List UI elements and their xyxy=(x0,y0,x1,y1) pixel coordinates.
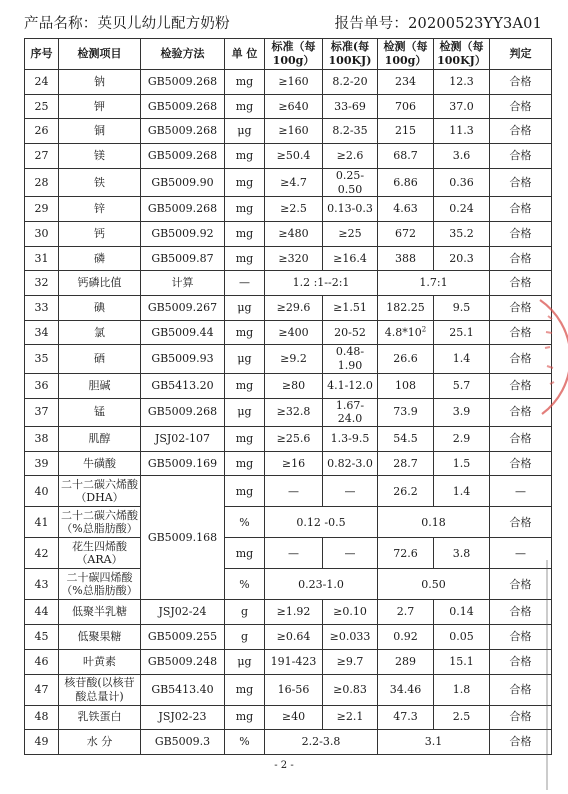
cell-no: 46 xyxy=(25,649,59,674)
cell-res-kj: 5.7 xyxy=(434,373,490,398)
table-row xyxy=(25,70,552,95)
table-header-row xyxy=(25,39,552,70)
cell-method: GB5009.268 xyxy=(141,144,225,169)
cell-res-g: 72.6 xyxy=(378,538,434,569)
cell-item: 氯 xyxy=(59,320,141,345)
cell-res-merged: 3.1 xyxy=(378,730,490,755)
cell-std-kj: ≥0.83 xyxy=(323,674,378,705)
cell-unit: mg xyxy=(225,70,265,95)
cell-no: 45 xyxy=(25,625,59,650)
cell-method: 计算 xyxy=(141,271,225,296)
scan-edge-line xyxy=(546,560,548,790)
cell-no: 27 xyxy=(25,144,59,169)
cell-method: GB5009.268 xyxy=(141,197,225,222)
table-row xyxy=(25,569,552,600)
cell-method: JSJ02-24 xyxy=(141,600,225,625)
cell-verdict: 合格 xyxy=(490,705,552,730)
cell-verdict: 合格 xyxy=(490,320,552,345)
cell-item: 钙磷比值 xyxy=(59,271,141,296)
table-row xyxy=(25,451,552,476)
cell-no: 30 xyxy=(25,221,59,246)
cell-res-g: 4.63 xyxy=(378,197,434,222)
test-results-table xyxy=(24,38,552,755)
cell-method: JSJ02-23 xyxy=(141,705,225,730)
cell-std-g: ≥9.2 xyxy=(265,345,323,374)
cell-res-g: 6.86 xyxy=(378,168,434,197)
table-row xyxy=(25,168,552,197)
cell-method: GB5009.268 xyxy=(141,398,225,427)
cell-verdict: 合格 xyxy=(490,197,552,222)
cell-res-kj: 3.6 xyxy=(434,144,490,169)
cell-verdict: 合格 xyxy=(490,296,552,321)
cell-method: GB5009.255 xyxy=(141,625,225,650)
cell-verdict: 合格 xyxy=(490,345,552,374)
cell-no: 33 xyxy=(25,296,59,321)
cell-unit: μg xyxy=(225,345,265,374)
cell-unit: % xyxy=(225,730,265,755)
cell-method: GB5413.20 xyxy=(141,373,225,398)
cell-unit: g xyxy=(225,600,265,625)
res-g-mantissa: 4.8*10 xyxy=(384,325,422,339)
cell-no: 29 xyxy=(25,197,59,222)
cell-method-shared: GB5009.168 xyxy=(141,476,225,600)
cell-unit: mg xyxy=(225,705,265,730)
cell-std-kj: 0.13-0.3 xyxy=(323,197,378,222)
table-row xyxy=(25,345,552,374)
cell-std-g: ≥480 xyxy=(265,221,323,246)
cell-unit: mg xyxy=(225,94,265,119)
table-row xyxy=(25,705,552,730)
cell-std-g: ≥1.92 xyxy=(265,600,323,625)
cell-verdict: — xyxy=(490,476,552,507)
cell-std-kj: 0.25-0.50 xyxy=(323,168,378,197)
cell-no: 39 xyxy=(25,451,59,476)
cell-std-kj: 0.48-1.90 xyxy=(323,345,378,374)
cell-res-g: 108 xyxy=(378,373,434,398)
cell-item: 钠 xyxy=(59,70,141,95)
table-row xyxy=(25,507,552,538)
cell-method: GB5009.267 xyxy=(141,296,225,321)
cell-res-kj: 1.5 xyxy=(434,451,490,476)
col-header-unit: 单 位 xyxy=(225,39,265,70)
table-row xyxy=(25,600,552,625)
cell-item: 磷 xyxy=(59,246,141,271)
cell-method: GB5009.169 xyxy=(141,451,225,476)
cell-method: GB5413.40 xyxy=(141,674,225,705)
cell-no: 37 xyxy=(25,398,59,427)
cell-item: 乳铁蛋白 xyxy=(59,705,141,730)
cell-std-kj: — xyxy=(323,476,378,507)
cell-std-g: ≥320 xyxy=(265,246,323,271)
cell-no: 26 xyxy=(25,119,59,144)
cell-unit: mg xyxy=(225,427,265,452)
cell-verdict: 合格 xyxy=(490,451,552,476)
cell-std-merged: 0.23-1.0 xyxy=(265,569,378,600)
cell-unit: mg xyxy=(225,674,265,705)
cell-method: GB5009.92 xyxy=(141,221,225,246)
cell-verdict: 合格 xyxy=(490,600,552,625)
cell-no: 42 xyxy=(25,538,59,569)
table-row xyxy=(25,197,552,222)
cell-std-g: ≥0.64 xyxy=(265,625,323,650)
cell-method: GB5009.248 xyxy=(141,649,225,674)
cell-item: 牛磺酸 xyxy=(59,451,141,476)
table-row xyxy=(25,427,552,452)
cell-std-g: ≥4.7 xyxy=(265,168,323,197)
cell-std-kj: 1.67-24.0 xyxy=(323,398,378,427)
cell-std-kj: 8.2-35 xyxy=(323,119,378,144)
cell-std-g: ≥400 xyxy=(265,320,323,345)
cell-res-kj: 1.4 xyxy=(434,345,490,374)
cell-unit: mg xyxy=(225,168,265,197)
cell-item: 低聚果糖 xyxy=(59,625,141,650)
col-header-std-100kj: 标准(每100KJ) xyxy=(323,39,378,70)
cell-res-kj: 0.05 xyxy=(434,625,490,650)
cell-unit: % xyxy=(225,569,265,600)
table-row xyxy=(25,398,552,427)
cell-no: 25 xyxy=(25,94,59,119)
cell-method: GB5009.268 xyxy=(141,70,225,95)
cell-std-g: ≥160 xyxy=(265,70,323,95)
cell-std-kj: ≥25 xyxy=(323,221,378,246)
cell-res-kj: 2.9 xyxy=(434,427,490,452)
col-header-item: 检测项目 xyxy=(59,39,141,70)
cell-verdict: 合格 xyxy=(490,649,552,674)
cell-verdict: 合格 xyxy=(490,730,552,755)
cell-verdict: 合格 xyxy=(490,119,552,144)
cell-res-g: 672 xyxy=(378,221,434,246)
cell-no: 43 xyxy=(25,569,59,600)
cell-item: 花生四烯酸（ARA） xyxy=(59,538,141,569)
cell-verdict: — xyxy=(490,538,552,569)
col-header-res-100g: 检测（每100g） xyxy=(378,39,434,70)
cell-unit: μg xyxy=(225,649,265,674)
cell-res-kj: 0.24 xyxy=(434,197,490,222)
cell-method: GB5009.90 xyxy=(141,168,225,197)
table-row xyxy=(25,119,552,144)
cell-verdict: 合格 xyxy=(490,144,552,169)
cell-std-kj: ≥2.6 xyxy=(323,144,378,169)
cell-res-kj: 1.4 xyxy=(434,476,490,507)
cell-std-kj: ≥0.033 xyxy=(323,625,378,650)
cell-unit: % xyxy=(225,507,265,538)
cell-res-g: 388 xyxy=(378,246,434,271)
cell-item: 钙 xyxy=(59,221,141,246)
cell-std-kj: 0.82-3.0 xyxy=(323,451,378,476)
cell-method: GB5009.268 xyxy=(141,119,225,144)
cell-res-kj: 35.2 xyxy=(434,221,490,246)
cell-std-kj: 20-52 xyxy=(323,320,378,345)
cell-no: 36 xyxy=(25,373,59,398)
cell-res-g: 2.7 xyxy=(378,600,434,625)
cell-verdict: 合格 xyxy=(490,246,552,271)
cell-res-kj: 20.3 xyxy=(434,246,490,271)
cell-no: 32 xyxy=(25,271,59,296)
cell-res-kj: 2.5 xyxy=(434,705,490,730)
cell-res-g: 0.92 xyxy=(378,625,434,650)
cell-verdict: 合格 xyxy=(490,221,552,246)
cell-item: 锌 xyxy=(59,197,141,222)
cell-std-merged: 2.2-3.8 xyxy=(265,730,378,755)
cell-no: 48 xyxy=(25,705,59,730)
table-row xyxy=(25,649,552,674)
cell-method: GB5009.268 xyxy=(141,94,225,119)
table-row xyxy=(25,271,552,296)
cell-verdict: 合格 xyxy=(490,373,552,398)
cell-std-g: 191-423 xyxy=(265,649,323,674)
cell-item: 胆碱 xyxy=(59,373,141,398)
cell-res-g: 28.7 xyxy=(378,451,434,476)
cell-item: 硒 xyxy=(59,345,141,374)
cell-verdict: 合格 xyxy=(490,398,552,427)
cell-std-merged: 1.2 :1--2:1 xyxy=(265,271,378,296)
table-row xyxy=(25,144,552,169)
cell-unit: mg xyxy=(225,373,265,398)
cell-std-kj: 8.2-20 xyxy=(323,70,378,95)
cell-res-g: 706 xyxy=(378,94,434,119)
cell-res-g: 26.2 xyxy=(378,476,434,507)
cell-unit: mg xyxy=(225,451,265,476)
cell-no: 24 xyxy=(25,70,59,95)
cell-unit: μg xyxy=(225,398,265,427)
cell-std-g: ≥40 xyxy=(265,705,323,730)
cell-res-g: 47.3 xyxy=(378,705,434,730)
cell-unit: mg xyxy=(225,246,265,271)
cell-unit: mg xyxy=(225,221,265,246)
cell-res-g: 68.7 xyxy=(378,144,434,169)
product-name: 产品名称：英贝儿幼儿配方奶粉 xyxy=(24,16,230,32)
cell-item: 二十二碳六烯酸（%总脂肪酸） xyxy=(59,507,141,538)
cell-std-g: ≥160 xyxy=(265,119,323,144)
cell-verdict: 合格 xyxy=(490,625,552,650)
res-g-exponent: 2 xyxy=(421,325,427,333)
cell-std-g: ≥16 xyxy=(265,451,323,476)
cell-no: 34 xyxy=(25,320,59,345)
cell-std-kj: 4.1-12.0 xyxy=(323,373,378,398)
cell-std-g: ≥50.4 xyxy=(265,144,323,169)
cell-item: 铜 xyxy=(59,119,141,144)
cell-unit: mg xyxy=(225,476,265,507)
cell-verdict: 合格 xyxy=(490,674,552,705)
cell-method: JSJ02-107 xyxy=(141,427,225,452)
cell-res-kj: 37.0 xyxy=(434,94,490,119)
cell-no: 31 xyxy=(25,246,59,271)
page-number: - 2 - xyxy=(274,760,294,771)
table-row xyxy=(25,373,552,398)
cell-item: 水 分 xyxy=(59,730,141,755)
col-header-res-100kj: 检测（每100KJ） xyxy=(434,39,490,70)
cell-res-kj: 1.8 xyxy=(434,674,490,705)
cell-unit: μg xyxy=(225,119,265,144)
cell-std-g: ≥2.5 xyxy=(265,197,323,222)
cell-std-kj: — xyxy=(323,538,378,569)
cell-method: GB5009.87 xyxy=(141,246,225,271)
cell-unit: g xyxy=(225,625,265,650)
cell-std-g: ≥25.6 xyxy=(265,427,323,452)
cell-verdict: 合格 xyxy=(490,168,552,197)
cell-res-g: 234 xyxy=(378,70,434,95)
cell-res-kj: 9.5 xyxy=(434,296,490,321)
cell-no: 41 xyxy=(25,507,59,538)
cell-std-g: — xyxy=(265,538,323,569)
cell-no: 38 xyxy=(25,427,59,452)
cell-item: 二十二碳六烯酸（DHA） xyxy=(59,476,141,507)
cell-method: GB5009.44 xyxy=(141,320,225,345)
cell-std-kj: ≥2.1 xyxy=(323,705,378,730)
table-row xyxy=(25,320,552,345)
cell-item: 肌醇 xyxy=(59,427,141,452)
cell-std-kj: 33-69 xyxy=(323,94,378,119)
cell-verdict: 合格 xyxy=(490,507,552,538)
cell-std-kj: ≥1.51 xyxy=(323,296,378,321)
cell-res-kj: 25.1 xyxy=(434,320,490,345)
cell-unit: μg xyxy=(225,296,265,321)
table-row xyxy=(25,94,552,119)
cell-std-kj: ≥16.4 xyxy=(323,246,378,271)
cell-std-kj: 1.3-9.5 xyxy=(323,427,378,452)
cell-verdict: 合格 xyxy=(490,70,552,95)
cell-unit: mg xyxy=(225,144,265,169)
table-row xyxy=(25,730,552,755)
cell-res-g xyxy=(378,320,434,345)
table-row xyxy=(25,246,552,271)
col-header-std-100g: 标准（每100g） xyxy=(265,39,323,70)
cell-no: 49 xyxy=(25,730,59,755)
cell-verdict: 合格 xyxy=(490,427,552,452)
cell-std-g: ≥29.6 xyxy=(265,296,323,321)
cell-method: GB5009.93 xyxy=(141,345,225,374)
table-row xyxy=(25,296,552,321)
cell-std-g: ≥32.8 xyxy=(265,398,323,427)
cell-res-g: 54.5 xyxy=(378,427,434,452)
cell-verdict: 合格 xyxy=(490,94,552,119)
cell-res-kj: 15.1 xyxy=(434,649,490,674)
cell-no: 44 xyxy=(25,600,59,625)
cell-no: 40 xyxy=(25,476,59,507)
cell-res-merged: 0.18 xyxy=(378,507,490,538)
cell-res-g: 26.6 xyxy=(378,345,434,374)
cell-res-kj: 12.3 xyxy=(434,70,490,95)
cell-verdict: 合格 xyxy=(490,271,552,296)
cell-verdict: 合格 xyxy=(490,569,552,600)
cell-res-g: 182.25 xyxy=(378,296,434,321)
report-number: 报告单号：20200523YY3A01 xyxy=(334,16,542,32)
cell-res-merged: 0.50 xyxy=(378,569,490,600)
cell-item: 叶黄素 xyxy=(59,649,141,674)
cell-res-kj: 0.36 xyxy=(434,168,490,197)
table-row xyxy=(25,476,552,507)
cell-item: 锰 xyxy=(59,398,141,427)
cell-item: 碘 xyxy=(59,296,141,321)
cell-no: 35 xyxy=(25,345,59,374)
cell-res-g: 215 xyxy=(378,119,434,144)
cell-res-g: 289 xyxy=(378,649,434,674)
col-header-no: 序号 xyxy=(25,39,59,70)
cell-unit: — xyxy=(225,271,265,296)
cell-res-merged: 1.7:1 xyxy=(378,271,490,296)
cell-item: 二十碳四烯酸（%总脂肪酸） xyxy=(59,569,141,600)
cell-std-kj: ≥0.10 xyxy=(323,600,378,625)
cell-item: 镁 xyxy=(59,144,141,169)
cell-std-g: 16-56 xyxy=(265,674,323,705)
cell-unit: mg xyxy=(225,320,265,345)
col-header-verdict: 判定 xyxy=(490,39,552,70)
table-row xyxy=(25,674,552,705)
table-row xyxy=(25,625,552,650)
cell-std-kj: ≥9.7 xyxy=(323,649,378,674)
col-header-method: 检验方法 xyxy=(141,39,225,70)
cell-res-kj: 3.8 xyxy=(434,538,490,569)
cell-res-kj: 11.3 xyxy=(434,119,490,144)
cell-method: GB5009.3 xyxy=(141,730,225,755)
seal-stamp xyxy=(520,292,568,422)
cell-no: 28 xyxy=(25,168,59,197)
cell-res-kj: 3.9 xyxy=(434,398,490,427)
cell-std-g: ≥640 xyxy=(265,94,323,119)
cell-item: 低聚半乳糖 xyxy=(59,600,141,625)
cell-item: 铁 xyxy=(59,168,141,197)
cell-std-merged: 0.12 -0.5 xyxy=(265,507,378,538)
cell-unit: mg xyxy=(225,197,265,222)
table-row xyxy=(25,221,552,246)
cell-res-g: 73.9 xyxy=(378,398,434,427)
table-row xyxy=(25,538,552,569)
cell-std-g: — xyxy=(265,476,323,507)
cell-no: 47 xyxy=(25,674,59,705)
cell-std-g: ≥80 xyxy=(265,373,323,398)
cell-item: 钾 xyxy=(59,94,141,119)
cell-res-kj: 0.14 xyxy=(434,600,490,625)
cell-res-g: 34.46 xyxy=(378,674,434,705)
cell-unit: mg xyxy=(225,538,265,569)
cell-item: 核苷酸(以核苷酸总量计) xyxy=(59,674,141,705)
